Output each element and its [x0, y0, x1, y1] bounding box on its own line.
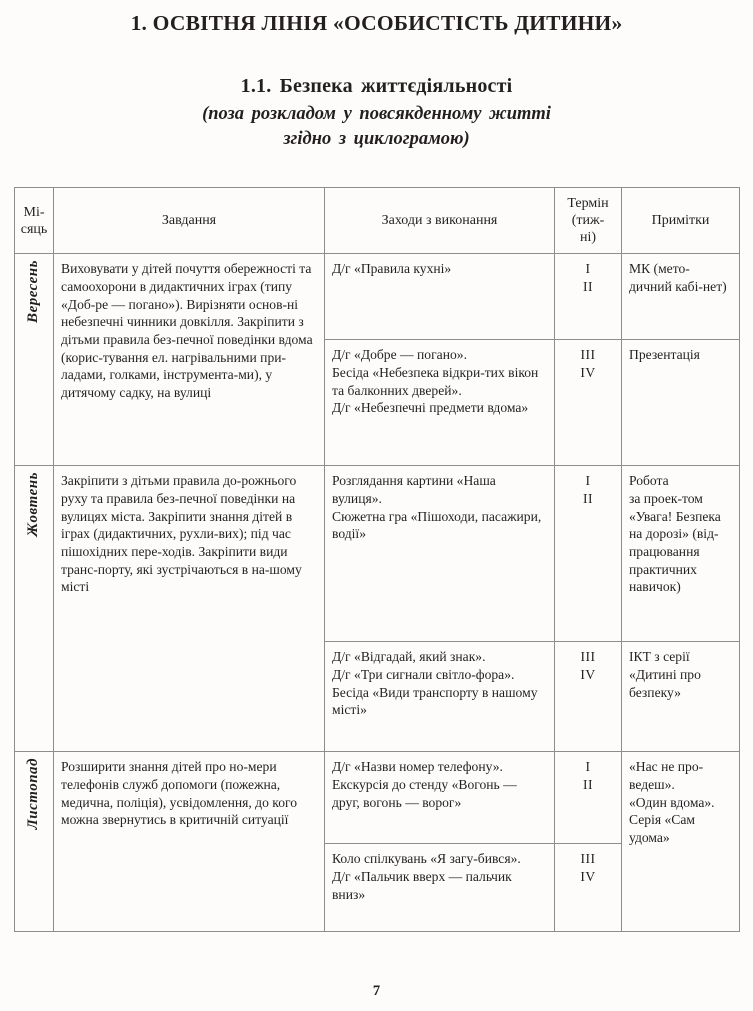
- section-heading-block: [0, 74, 753, 152]
- term-week-1: I: [585, 261, 591, 277]
- column-header-month-line-2: сяць: [20, 221, 48, 237]
- month-cell: [15, 254, 54, 466]
- column-header-month: [15, 188, 54, 254]
- measures-cell: Коло спілкувань «Я загу-бився». Д/г «Пальчик вверх — пальчик вниз»: [325, 844, 555, 932]
- term-cell: [555, 466, 622, 642]
- table-header-row: [15, 188, 740, 254]
- month-label: Вересень: [25, 260, 42, 324]
- term-week-2: II: [582, 776, 594, 792]
- plan-table-wrapper: [14, 187, 739, 932]
- measures-cell: Д/г «Назви номер телефону». Екскурсія до стенду «Вогонь — друг, вогонь — ворог»: [325, 752, 555, 844]
- section-subtitle-line-1: (поза розкладом у повсякденному житті: [202, 103, 551, 124]
- task-cell: Закріпити з дітьми правила до-рожнього руху та правила без-печної поведінки на вулицях міста. Закріпити знання дітей в іграх (дидактичних, рухли-вих); під час пішохідних пере-ходів. Закріпити види транс-порту, які зустрічаються в на-шому місті: [54, 466, 325, 752]
- term-week-1: I: [585, 759, 591, 775]
- term-week-2: IV: [580, 868, 596, 884]
- term-cell: [555, 752, 622, 844]
- month-label: Жовтень: [25, 472, 42, 537]
- month-cell: [15, 466, 54, 752]
- month-cell: [15, 752, 54, 932]
- measures-cell: Д/г «Добре — погано». Бесіда «Небезпека відкри-тих вікон та балконних дверей». Д/г «Небезпечні предмети вдома»: [325, 340, 555, 466]
- chapter-title: 1. ОСВІТНЯ ЛІНІЯ «ОСОБИСТІСТЬ ДИТИНИ»: [130, 11, 623, 35]
- measures-cell: Д/г «Правила кухні»: [325, 254, 555, 340]
- month-label: Листопад: [25, 758, 42, 830]
- column-header-term: [555, 188, 622, 254]
- task-cell: Виховувати у дітей почуття обережності та самоохорони в дидактичних іграх (типу «Доб-ре — погано»). Вирізняти основ-ні небезпечні чинники довкілля. Закріпити з дітьми правила без-печної поведінки вдома (корис-тування ел. нагрівальними при-ладами, голками, інструмента-ми), у дитячому садку, на вулиці: [54, 254, 325, 466]
- notes-cell: Презентація: [622, 340, 740, 466]
- section-title: 1.1. Безпека життєдіяльності: [240, 74, 513, 97]
- table-body: [15, 254, 740, 932]
- notes-cell: ІКТ з серії «Дитині про безпеку»: [622, 642, 740, 752]
- table-header: [15, 188, 740, 254]
- column-header-term-line-1: Термін: [567, 196, 609, 211]
- term-week-1: III: [580, 851, 596, 867]
- term-cell: [555, 642, 622, 752]
- term-cell: [555, 844, 622, 932]
- term-week-2: IV: [580, 666, 596, 682]
- column-header-task: Завдання: [54, 188, 325, 254]
- column-header-notes: Примітки: [622, 188, 740, 254]
- column-header-measures: Заходи з виконання: [325, 188, 555, 254]
- document-page: [0, 11, 753, 1011]
- measures-cell: Розглядання картини «Наша вулиця». Сюжетна гра «Пішоходи, пасажири, водії»: [325, 466, 555, 642]
- notes-cell: Робота за проек-том «Увага! Безпека на дорозі» (від-працювання практичних навичок): [622, 466, 740, 642]
- table-row: [15, 752, 740, 844]
- term-cell: [555, 340, 622, 466]
- notes-cell: «Нас не про-ведеш». «Один вдома». Серія «Сам удома»: [622, 752, 740, 932]
- page-number: 7: [372, 983, 381, 999]
- section-subtitle: [0, 102, 753, 152]
- plan-table: [14, 187, 740, 932]
- table-row: [15, 466, 740, 642]
- term-cell: [555, 254, 622, 340]
- table-row: [15, 254, 740, 340]
- term-week-1: III: [580, 347, 596, 363]
- task-cell: Розширити знання дітей про но-мери телефонів служб допомоги (пожежна, медична, поліція), усвідомлення, до кого можна звернутись в критичній ситуації: [54, 752, 325, 932]
- term-week-1: III: [580, 649, 596, 665]
- term-week-1: I: [585, 473, 591, 489]
- notes-cell: МК (мето-дичний кабі-нет): [622, 254, 740, 340]
- term-week-2: II: [582, 490, 594, 506]
- column-header-term-line-3: ні): [579, 230, 597, 246]
- term-week-2: II: [582, 278, 594, 294]
- term-week-2: IV: [580, 364, 596, 380]
- measures-cell: Д/г «Відгадай, який знак». Д/г «Три сигнали світло-фора». Бесіда «Види транспорту в нашому місті»: [325, 642, 555, 752]
- column-header-term-line-2: (тиж-: [571, 213, 605, 229]
- column-header-month-line-1: Мі-: [23, 204, 45, 220]
- section-subtitle-line-2: згідно з циклограмою): [283, 128, 470, 149]
